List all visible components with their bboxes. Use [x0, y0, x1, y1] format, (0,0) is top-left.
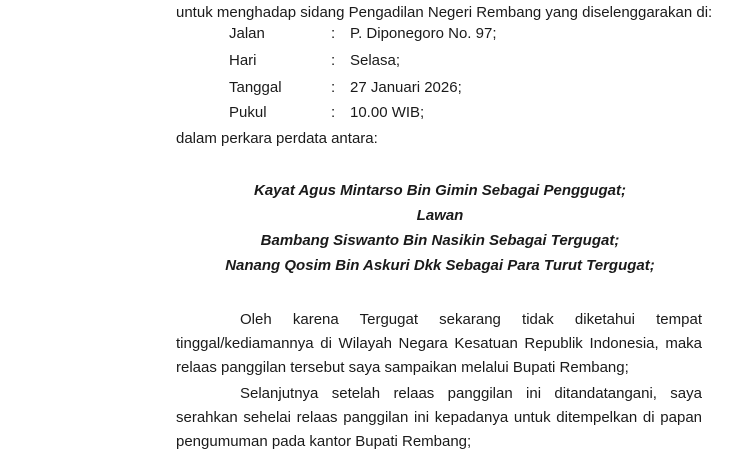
plaintiff-line: Kayat Agus Mintarso Bin Gimin Sebagai Penggugat; [254, 182, 626, 199]
co-defendant-line: Nanang Qosim Bin Askuri Dkk Sebagai Para Turut Tergugat; [225, 257, 655, 274]
detail-label: Pukul [229, 104, 267, 121]
paragraph-2-line-2: serahkan sehelai relaas panggilan ini kepadanya untuk ditempelkan di papan [176, 409, 702, 426]
detail-value: 10.00 WIB; [350, 104, 425, 121]
detail-colon: : [331, 25, 336, 42]
detail-value: Selasa; [350, 52, 401, 69]
paragraph-2-line-3: pengumuman pada kantor Bupati Rembang; [176, 433, 472, 450]
paragraph-1-line-1: Oleh karena Tergugat sekarang tidak diketahui tempat [240, 311, 702, 328]
detail-colon: : [331, 79, 336, 96]
paragraph-2-line-1: Selanjutnya setelah relaas panggilan ini ditandatangani, saya [240, 385, 702, 402]
detail-colon: : [331, 104, 336, 121]
detail-colon: : [331, 52, 336, 69]
detail-value: 27 Januari 2026; [350, 79, 462, 96]
detail-label: Hari [229, 52, 257, 69]
detail-label: Tanggal [229, 79, 282, 96]
intro-line: untuk menghadap sidang Pengadilan Negeri Rembang yang diselenggarakan di: [176, 4, 713, 21]
detail-label: Jalan [229, 25, 265, 42]
defendant-line: Bambang Siswanto Bin Nasikin Sebagai Tergugat; [260, 232, 620, 249]
versus-line: Lawan [416, 207, 464, 224]
paragraph-1-line-2: tinggal/kediamannya di Wilayah Negara Kesatuan Republik Indonesia, maka [176, 335, 702, 352]
case-intro: dalam perkara perdata antara: [176, 130, 378, 147]
paragraph-1-line-3: relaas panggilan tersebut saya sampaikan melalui Bupati Rembang; [176, 359, 629, 376]
detail-value: P. Diponegoro No. 97; [350, 25, 497, 42]
